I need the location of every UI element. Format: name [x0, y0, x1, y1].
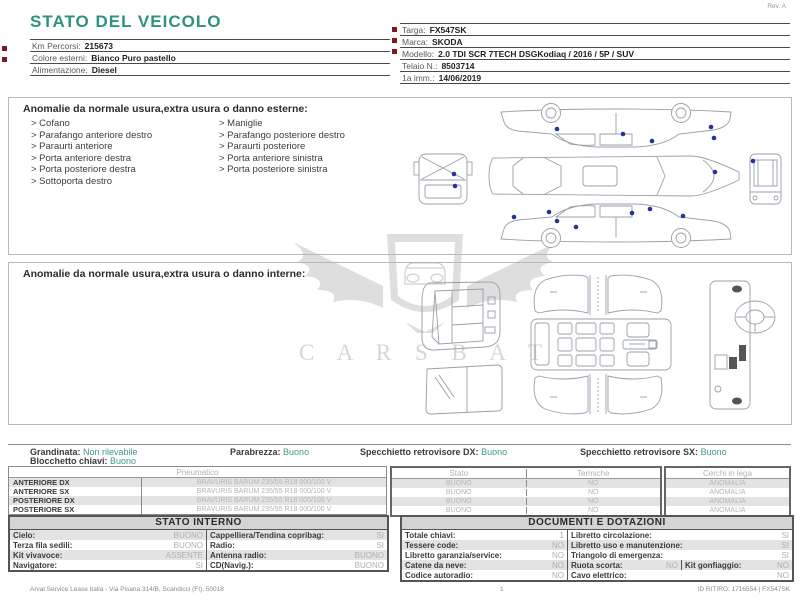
table-title: DOCUMENTI E DOTAZIONI	[402, 517, 792, 530]
field-value: NO	[552, 570, 564, 580]
info-row-alimentazione	[30, 64, 390, 76]
bullet-marker	[392, 38, 397, 43]
table-row	[402, 550, 792, 560]
field-value: SI	[781, 540, 789, 550]
field-label: Libretto circolazione:	[571, 530, 652, 540]
table-row	[9, 478, 386, 487]
tyre-table-pneumatico	[8, 466, 387, 515]
damage-item: > Porta anteriore destra	[31, 152, 132, 164]
info-label: Modello:	[402, 48, 435, 59]
tyre-position: ANTERIORE DX	[9, 478, 142, 487]
table-row	[666, 497, 789, 506]
info-label: Telaio N.:	[402, 60, 438, 71]
info-value: 215673	[84, 40, 114, 51]
separator-line	[8, 444, 791, 445]
check-label: Parabrezza:	[230, 447, 281, 457]
tyre-termiche: NO	[588, 489, 599, 496]
field-value: BUONO	[354, 550, 384, 560]
info-row-km	[30, 40, 390, 52]
damage-item: > Cofano	[31, 118, 70, 129]
field-value: BUONO	[173, 540, 203, 550]
tyre-table-cerchi	[664, 466, 791, 517]
damage-item: > Maniglie	[219, 118, 263, 129]
bullet-marker	[2, 57, 7, 62]
column-header-cerchi: Cerchi in lega	[703, 468, 752, 478]
tyre-cerchi: ANOMALIA	[709, 489, 746, 496]
table-row	[402, 540, 792, 550]
field-value: SI	[781, 550, 789, 560]
info-label: Colore esterni:	[32, 52, 88, 63]
info-value: SKODA	[431, 36, 463, 47]
table-row	[402, 530, 792, 540]
info-label: Targa:	[402, 24, 426, 35]
windshield-view	[426, 365, 502, 414]
check-blocchetto	[30, 456, 136, 466]
field-label: Ruota scorta:	[571, 560, 623, 570]
info-label: 1a imm.:	[402, 72, 435, 83]
field-value: SI	[781, 530, 789, 540]
table-row	[392, 497, 660, 506]
field-label: Triangolo di emergenza:	[571, 550, 664, 560]
table-header	[666, 468, 789, 479]
damage-item: > Porta posteriore sinistra	[219, 164, 328, 175]
tyre-stato: BUONO	[392, 498, 527, 505]
table-row	[392, 506, 660, 515]
field-label: Totale chiavi:	[405, 530, 456, 540]
field-value: SI	[195, 560, 203, 570]
exterior-damage-diagram	[405, 100, 787, 250]
field-label: Terza fila sedili:	[13, 540, 73, 550]
field-value: NO	[777, 560, 789, 570]
cabin-seats-view	[531, 275, 671, 414]
info-row-marca	[400, 36, 790, 48]
footer-ritiro-id: ID RITIRO: 1716554 | FX547SK	[697, 586, 790, 593]
section-interior-anomalies	[8, 262, 792, 425]
table-row	[392, 488, 660, 497]
tyre-table-stato-termiche	[390, 466, 662, 517]
check-value: Buono	[481, 447, 508, 457]
table-title: STATO INTERNO	[10, 517, 387, 530]
table-row	[666, 506, 789, 515]
field-label: Libretto uso e manutenzione:	[571, 540, 683, 550]
tyre-cerchi: ANOMALIA	[709, 498, 746, 505]
field-value: NO	[552, 560, 564, 570]
bullet-marker	[392, 27, 397, 32]
table-row	[10, 540, 387, 550]
tyre-cerchi: ANOMALIA	[709, 480, 746, 487]
check-label: Grandinata:	[30, 447, 81, 457]
field-label: Navigatore:	[13, 560, 58, 570]
car-front-view	[414, 154, 472, 204]
car-side-view-left	[501, 104, 731, 148]
info-row-colore	[30, 52, 390, 64]
info-value: 8503714	[441, 60, 475, 71]
check-specchietto-sx	[580, 447, 727, 457]
info-value: FX547SK	[429, 24, 467, 35]
table-header	[392, 468, 660, 479]
field-label: Codice autoradio:	[405, 570, 474, 580]
info-row-targa	[400, 24, 790, 36]
table-row	[402, 570, 792, 580]
tyre-stato: BUONO	[392, 489, 527, 496]
page-title: STATO DEL VEICOLO	[30, 12, 222, 31]
tyre-stato: BUONO	[392, 507, 527, 514]
table-row	[666, 488, 789, 497]
car-side-view-right	[501, 204, 731, 248]
field-value: NO	[552, 540, 564, 550]
tyre-spec: BRAVURIS BARUM 235/55 R18 000/100 V	[196, 497, 332, 504]
field-value: BUONO	[173, 530, 203, 540]
info-value: 14/06/2019	[438, 72, 482, 83]
check-label: Blocchetto chiavi:	[30, 456, 108, 466]
field-value: SI	[376, 540, 384, 550]
interior-damage-diagram	[405, 267, 787, 419]
tyre-spec: BRAVURIS BARUM 235/55 R18 000/100 V	[196, 479, 332, 486]
tyre-spec: BRAVURIS BARUM 235/55 R18 000/100 V	[196, 506, 332, 513]
check-label: Specchietto retrovisore SX:	[580, 447, 699, 457]
field-label: Kit gonfiaggio:	[685, 560, 742, 570]
tyre-spec: BRAVURIS BARUM 235/55 R18 000/100 V	[196, 488, 332, 495]
field-value: NO	[666, 560, 678, 570]
stato-interno-table	[8, 515, 389, 572]
info-label: Km Percorsi:	[32, 40, 81, 51]
field-label: Cappelliera/Tendina copribag:	[210, 530, 325, 540]
field-label: Cavo elettrico:	[571, 570, 627, 580]
check-label: Specchietto retrovisore DX:	[360, 447, 479, 457]
check-value: Non rilevabile	[83, 447, 138, 457]
field-value: NO	[777, 570, 789, 580]
tyre-position: POSTERIORE SX	[9, 505, 142, 514]
trunk-view	[422, 282, 500, 350]
check-value: Buono	[283, 447, 310, 457]
field-label: Kit vivavoce:	[13, 550, 63, 560]
tyre-termiche: NO	[588, 498, 599, 505]
table-row	[10, 560, 387, 570]
damage-item: > Porta anteriore sinistra	[219, 152, 323, 164]
bullet-marker	[2, 46, 7, 51]
section-title: Anomalie da normale usura,extra usura o danno interne:	[23, 268, 306, 280]
check-specchietto-dx	[360, 447, 507, 457]
table-row	[10, 530, 387, 540]
section-exterior-anomalies	[8, 97, 792, 255]
damage-list-col2	[219, 118, 407, 187]
info-value: Diesel	[91, 64, 117, 75]
info-value: Bianco Puro pastello	[91, 52, 176, 63]
info-label: Alimentazione:	[32, 64, 88, 75]
info-value: 2.0 TDI SCR 7TECH DSGKodiaq / 2016 / 5P / SUV	[438, 48, 635, 59]
vehicle-info-right	[400, 23, 790, 84]
field-value: ASSENTE	[165, 550, 203, 560]
info-row-telaio	[400, 60, 790, 72]
documenti-dotazioni-table	[400, 515, 794, 582]
damage-list-col1	[31, 118, 219, 187]
damage-item: > Paraurti posteriore	[219, 141, 306, 152]
info-label: Marca:	[402, 36, 428, 47]
footer-page-number: 1	[500, 586, 504, 593]
damage-item: > Sottoporta destro	[31, 175, 113, 187]
damage-item: > Parafango anteriore destro	[31, 129, 153, 141]
check-value: Buono	[110, 456, 137, 466]
check-parabrezza	[230, 447, 309, 457]
footer-company-address: Arval Service Lease Italia - Via Pisana 314/B, Scandicci (FI), 50018	[30, 586, 224, 593]
table-row	[9, 487, 386, 496]
tyre-cerchi: ANOMALIA	[709, 507, 746, 514]
vehicle-info-left	[30, 39, 390, 76]
section-title: Anomalie da normale usura,extra usura o danno esterne:	[23, 103, 308, 115]
watermark-text: C A R S B A T	[298, 340, 552, 365]
check-value: Buono	[700, 447, 727, 457]
revision-label: Rev. A	[767, 3, 786, 10]
bullet-marker	[392, 49, 397, 54]
info-row-immatricolazione	[400, 72, 790, 84]
damage-item: > Paraurti anteriore	[31, 141, 113, 152]
field-label: Tessere code:	[405, 540, 459, 550]
column-header-termiche: Termiche	[577, 468, 610, 478]
field-label: Catene da neve:	[405, 560, 467, 570]
table-row	[9, 496, 386, 505]
column-header-pneumatico: Pneumatico	[176, 467, 219, 477]
field-label: Libretto garanzia/service:	[405, 550, 502, 560]
field-value: NO	[552, 550, 564, 560]
field-label: Radio:	[210, 540, 235, 550]
field-value: SI	[376, 530, 384, 540]
tyre-stato: BUONO	[392, 480, 527, 487]
tyre-termiche: NO	[588, 480, 599, 487]
damage-item: > Porta posteriore destra	[31, 164, 136, 175]
field-label: Antenna radio:	[210, 550, 267, 560]
table-row	[392, 479, 660, 488]
tyre-position: ANTERIORE SX	[9, 487, 142, 496]
tyre-position: POSTERIORE DX	[9, 496, 142, 505]
table-row	[666, 479, 789, 488]
field-label: CD(Navig.):	[210, 560, 254, 570]
damage-item: > Parafango posteriore destro	[219, 129, 345, 141]
tyre-termiche: NO	[588, 507, 599, 514]
field-value: BUONO	[354, 560, 384, 570]
table-row	[9, 505, 386, 514]
field-value: 1	[559, 530, 564, 540]
field-label: Cielo:	[13, 530, 36, 540]
dashboard-view	[710, 281, 775, 409]
table-header	[9, 467, 386, 478]
table-row	[402, 560, 792, 570]
car-top-view	[489, 156, 739, 196]
table-row	[10, 550, 387, 560]
column-header-stato: Stato	[392, 469, 527, 478]
info-row-modello	[400, 48, 790, 60]
